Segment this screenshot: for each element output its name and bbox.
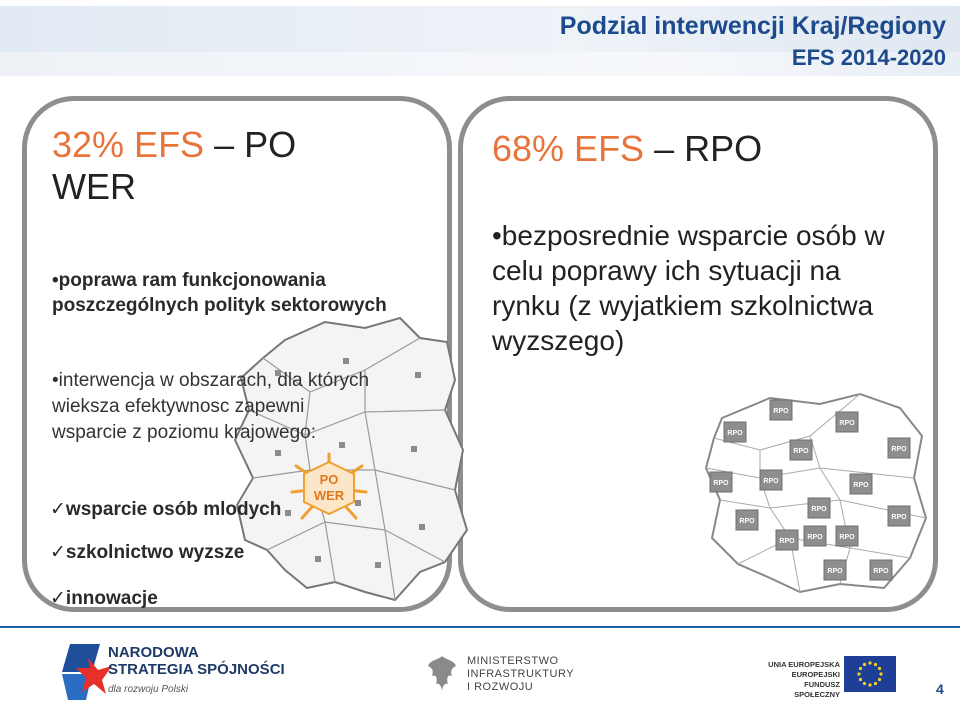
po-wer-heading (52, 124, 352, 208)
footer-divider (0, 626, 960, 628)
po-wer-check-3: ✓innowacje (50, 588, 158, 609)
rpo-heading (492, 128, 762, 170)
poland-map-right (700, 388, 932, 600)
eagle-emblem-icon (424, 652, 460, 696)
rpo-badge (888, 438, 910, 458)
rpo-badge (836, 412, 858, 432)
eu-star-icon (874, 663, 877, 666)
nss-logo-subtitle: dla rozwoju Polski (108, 684, 189, 695)
rpo-badge-label: RPO (773, 408, 789, 415)
eu-line-1: UNIA EUROPEJSKA (768, 660, 840, 669)
eu-star-icon (868, 683, 871, 686)
rpo-badge (724, 422, 746, 442)
eu-line-3: FUNDUSZ SPOŁECZNY (794, 680, 840, 699)
rpo-badge-label: RPO (891, 514, 907, 521)
rpo-badge (824, 560, 846, 580)
po-wer-badge-line2: WER (313, 488, 345, 503)
eu-star-icon (863, 682, 866, 685)
rpo-badge-label: RPO (727, 430, 743, 437)
rpo-badge (770, 400, 792, 420)
slide-subtitle: EFS 2014-2020 (791, 45, 946, 70)
po-wer-bullet-2: •interwencja w obszarach, dla których wieksza efektywnosc zapewni wsparcie z poziomu krajowego: (52, 370, 370, 443)
po-wer-heading-label: – PO WER (52, 124, 297, 207)
rpo-badge-label: RPO (739, 518, 755, 525)
rpo-badge (870, 560, 892, 580)
eu-star-icon (859, 667, 862, 670)
rpo-badge-label: RPO (811, 506, 827, 513)
ministry-line-1: MINISTERSTWO (467, 655, 559, 667)
ministry-line-2: INFRASTRUKTURY (467, 668, 575, 680)
rpo-badge-label: RPO (853, 482, 869, 489)
rpo-badge (808, 498, 830, 518)
eu-star-icon (878, 678, 881, 681)
ministry-line-3: I ROZWOJU (467, 681, 534, 693)
po-wer-check-1: ✓wsparcie osób mlodych (50, 499, 282, 520)
eu-logo-text (764, 660, 840, 700)
rpo-badge-label: RPO (891, 446, 907, 453)
rpo-badge (804, 526, 826, 546)
rpo-badge (710, 472, 732, 492)
nss-line-2: STRATEGIA SPÓJNOŚCI (108, 661, 285, 678)
nss-line-1: NARODOWA (108, 644, 199, 661)
po-wer-share: 32% EFS (52, 124, 205, 165)
rpo-heading-label: – RPO (644, 128, 763, 169)
rpo-badge (736, 510, 758, 530)
rpo-badge (836, 526, 858, 546)
eu-star-icon (859, 678, 862, 681)
eu-flag-icon (844, 656, 896, 692)
rpo-badge (850, 474, 872, 494)
slide-title: Podzial interwencji Kraj/Regiony (559, 12, 946, 40)
po-wer-badge (288, 452, 370, 524)
rpo-badge-label: RPO (839, 534, 855, 541)
rpo-share: 68% EFS (492, 128, 645, 169)
rpo-badge-label: RPO (793, 448, 809, 455)
eu-star-icon (878, 667, 881, 670)
rpo-badge (790, 440, 812, 460)
rpo-badge-label: RPO (779, 538, 795, 545)
rpo-badge (776, 530, 798, 550)
rpo-description: •bezposrednie wsparcie osób w celu poprawy ich sytuacji na rynku (z wyjatkiem szkolnictwa wyzszego) (492, 220, 885, 356)
rpo-badge (888, 506, 910, 526)
rpo-badge-label: RPO (807, 534, 823, 541)
rpo-badge-label: RPO (873, 568, 889, 575)
nss-logo-text (108, 644, 285, 678)
eu-line-2: EUROPEJSKI (791, 670, 840, 679)
eu-star-icon (868, 661, 871, 664)
eu-star-icon (863, 663, 866, 666)
rpo-badge-label: RPO (713, 480, 729, 487)
eu-star-icon (857, 672, 860, 675)
rpo-badge-label: RPO (827, 568, 843, 575)
po-wer-badge-line1: PO (319, 472, 339, 487)
page-number: 4 (936, 681, 944, 697)
rpo-badge (760, 470, 782, 490)
eu-star-icon (879, 672, 882, 675)
po-wer-bullet-1: •poprawa ram funkcjonowania poszczególnych polityk sektorowych (52, 270, 387, 316)
rpo-badge-label: RPO (839, 420, 855, 427)
eu-star-icon (874, 682, 877, 685)
ministry-logo-text (467, 655, 574, 694)
po-wer-check-2: ✓szkolnictwo wyzsze (50, 542, 245, 563)
rpo-badge-label: RPO (763, 478, 779, 485)
